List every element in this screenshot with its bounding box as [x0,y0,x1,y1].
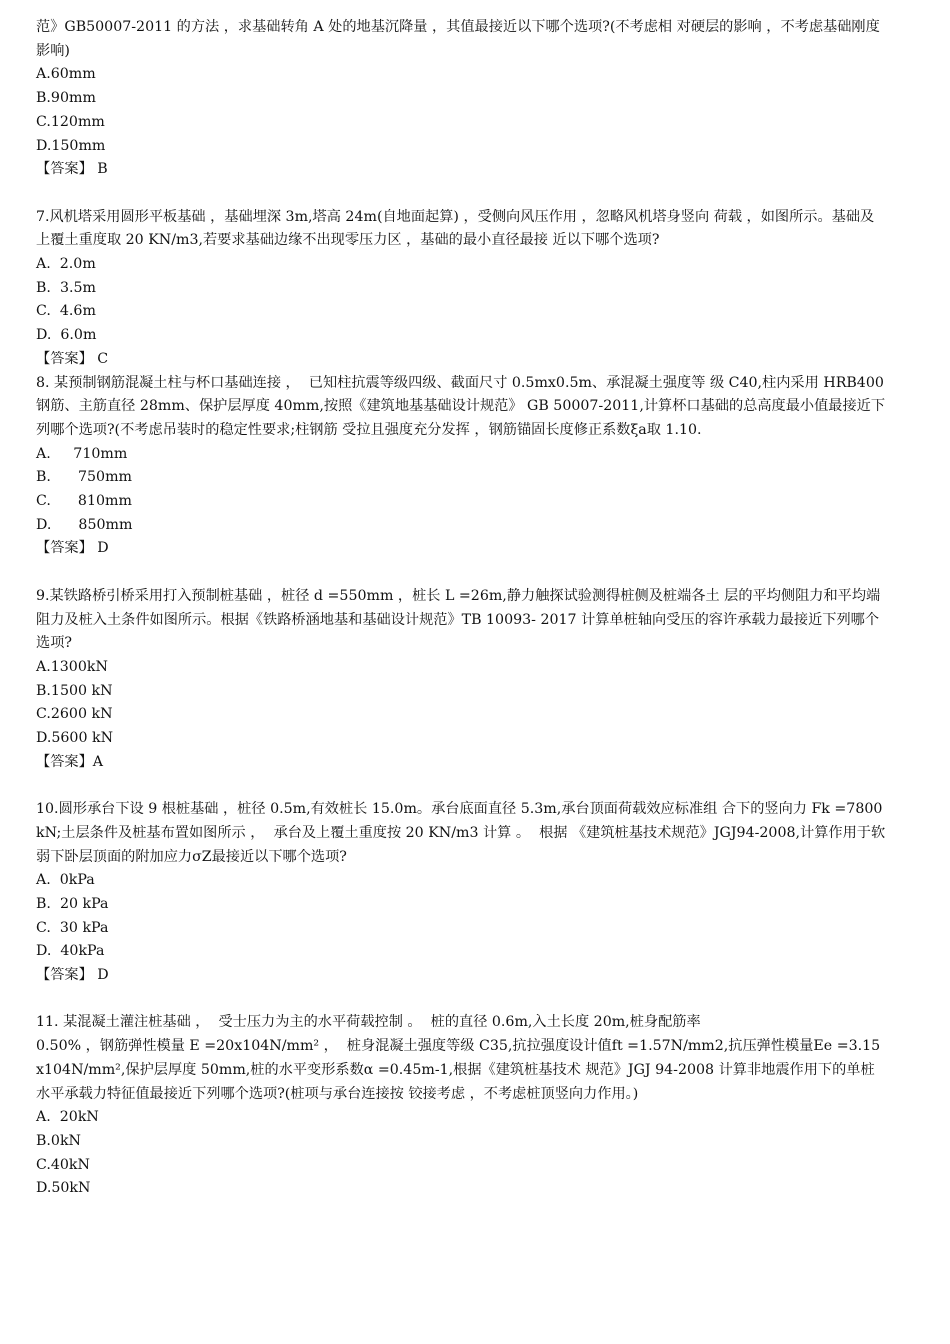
question-stem: 9.某铁路桥引桥采用打入预制桩基础 ，桩径 d =550mm ，桩长 L =26m,静力触探试验测得桩侧及桩端各土 层的平均侧阻力和平均端阻力及桩入土条件如图所示。根据《铁路桥涵地基和基础设计规范》TB 10093- 2017 计算单桩轴向受压的容许承载力最接近下列哪个选项? [36,587,881,652]
question-stem: 7.风机塔采用圆形平板基础 ，基础埋深 3m,塔高 24m(自地面起算) ，受侧向风压作用 ，忽略风机塔身竖向 荷载 ，如图所示。基础及上覆土重度取 20 KN/m3,若要求基础边缘不出现零压力区 ，基础的最小直径最接 近以下哪个选项? [36,208,875,249]
option-a: A. 20kN [36,1109,99,1126]
option-d: D.50kN [36,1180,91,1197]
spacer [36,988,888,1012]
option-c: C.40kN [36,1156,90,1173]
document-page [36,16,888,1201]
option-c: C.120mm [36,113,105,130]
option-a: A. 0kPa [36,872,95,889]
question-block [36,1011,888,1201]
question-stem: 8. 某预制钢筋混凝土柱与杯口基础连接 ， 已知柱抗震等级四级、截面尺寸 0.5mx0.5m、承混凝土强度等 级 C40,柱内采用 HRB400 钢筋、主筋直径 28mm、保护层厚度 40mm,按照《建筑地基基础设计规范》 GB 50007-2011,计算杯口基础的总高度最小值最接近下列哪个选项?(不考虑吊装时的稳定性要求;柱钢筋 受拉且强度充分发挥 ，钢筋锚固长度修正系数ξa取 1.10. [36,374,889,438]
option-d: D. 6.0m [36,327,97,344]
option-b: B. 3.5m [36,279,96,296]
spacer [36,774,888,798]
option-c: C. 30 kPa [36,919,109,936]
question-block [36,585,888,775]
spacer [36,182,888,206]
question-block [36,372,888,562]
question-stem: 范》GB50007-2011 的方法 ，求基础转角 A 处的地基沉降量 ，其值最接近以下哪个选项?(不考虑相 对硬层的影响 ，不考虑基础刚度影响) [36,19,880,59]
answer-line: 【答案】 C [36,350,109,367]
option-a: A. 710mm [36,445,128,462]
question-stem-line: 11. 某混凝土灌注桩基础 ， 受士压力为主的水平荷载控制 。 桩的直径 0.6m,入土长度 20m,桩身配筋率 [36,1014,701,1031]
option-d: D. 40kPa [36,943,105,960]
question-stem: 0.50% ，钢筋弹性模量 E =20x104N/mm² ， 桩身混凝土强度等级 C35,抗拉强度设计值ft =1.57N/mm2,抗压弹性模量Ee =3.15x104N/mm²,保护层厚度 50mm,桩的水平变形系数α =0.45m-1,根据《建筑桩基技术 规范》JGJ 94-2008 计算非地震作用下的单桩水平承载力特征值最接近下列哪个选项?(桩项与承台连接按 铰接考虑 ，不考虑桩顶竖向力作用。) [36,1038,881,1102]
option-b: B.1500 kN [36,682,113,699]
spacer [36,561,888,585]
option-c: C. 810mm [36,493,132,510]
answer-line: 【答案】 D [36,967,109,984]
option-b: B.90mm [36,90,96,107]
question-block [36,206,888,372]
option-d: D. 850mm [36,516,133,533]
option-b: B.0kN [36,1132,81,1149]
question-block [36,798,888,988]
question-block [36,16,888,182]
option-a: A.1300kN [36,658,108,675]
option-c: C. 4.6m [36,303,96,320]
option-d: D.5600 kN [36,730,114,747]
answer-line: 【答案】A [36,753,103,770]
option-d: D.150mm [36,137,106,154]
option-a: A. 2.0m [36,256,96,273]
option-b: B. 20 kPa [36,895,109,912]
option-b: B. 750mm [36,469,132,486]
option-a: A.60mm [36,66,96,83]
answer-line: 【答案】 D [36,540,109,557]
answer-line: 【答案】 B [36,161,108,178]
question-stem: 10.圆形承台下设 9 根桩基础 ，桩径 0.5m,有效桩长 15.0m。承台底面直径 5.3m,承台顶面荷载效应标准组 合下的竖向力 Fk =7800kN;土层条件及桩基布置如图所示 ， 承台及上覆土重度按 20 KN/m3 计算 。 根据 《建筑桩基技术规范》JGJ94-2008,计算作用于软弱下卧层顶面的附加应力σZ最接近以下哪个选项? [36,801,886,865]
option-c: C.2600 kN [36,706,113,723]
